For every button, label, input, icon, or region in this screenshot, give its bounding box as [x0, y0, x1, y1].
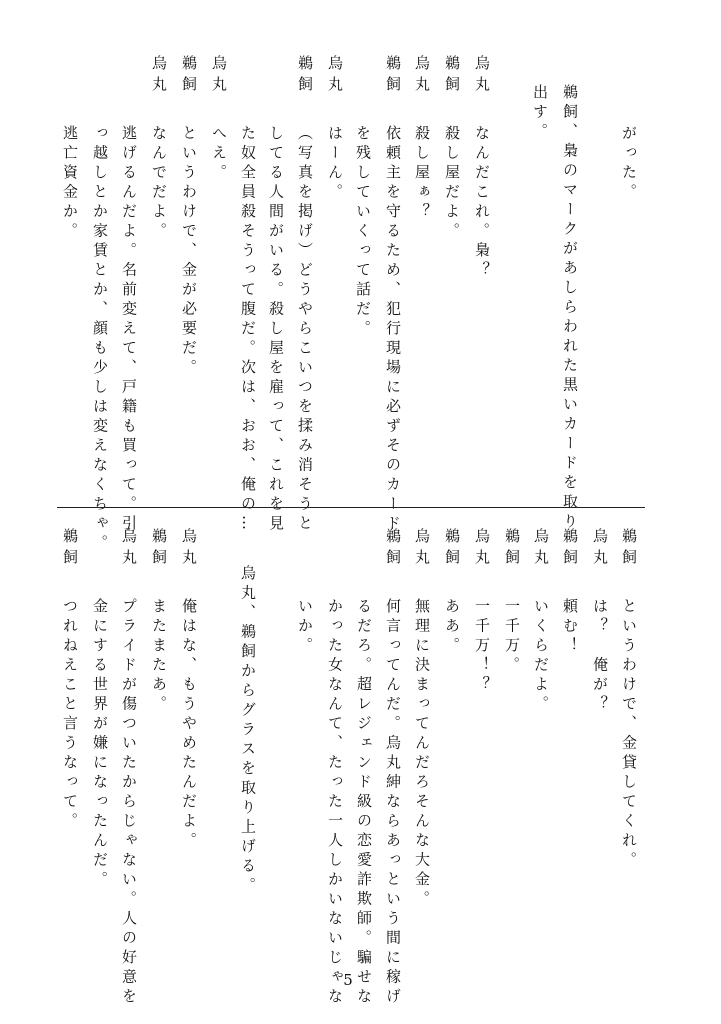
dialogue-line: またまたあ。: [150, 598, 168, 715]
stage-direction: 出す。: [531, 84, 549, 143]
speaker-name: 鵜飼: [620, 528, 638, 570]
dialogue-line: 逃げるんだよ。名前変えて、戸籍も買って。引: [120, 125, 138, 535]
speaker-name: 烏丸: [413, 55, 431, 97]
stage-direction: 鵜飼、梟のマークがあしらわれた黒いカードを取り: [561, 84, 579, 533]
stage-direction-continued: がった。: [620, 125, 638, 203]
speaker-name: 鵜飼: [561, 528, 579, 570]
dialogue-line: かった女なんて、たった一人しかいないじゃな: [326, 598, 344, 1008]
dialogue-line: （写真を掲げ）どうやらこいつを揉み消そうと: [296, 125, 314, 535]
speaker-name: 烏丸: [532, 528, 550, 570]
dialogue-line: た奴全員殺そうって腹だ。次は、おお、俺の…: [239, 125, 257, 535]
speaker-name: 鵜飼: [384, 55, 402, 97]
speaker-name: 鵜飼: [61, 528, 79, 570]
dialogue-line: を残していくって話だ。: [354, 125, 372, 340]
speaker-name: 烏丸: [180, 528, 198, 570]
dialogue-line: というわけで、金貸してくれ。: [620, 598, 638, 871]
speaker-name: 鵜飼: [296, 55, 314, 97]
dialogue-line: してる人間がいる。殺し屋を雇って、これを見: [267, 125, 285, 535]
section-divider: [57, 507, 645, 508]
dialogue-line: 金にする世界が嫌になったんだ。: [91, 598, 109, 891]
dialogue-line: なんだこれ。梟？: [473, 125, 491, 281]
page-number: 5: [343, 971, 353, 989]
dialogue-line: 依頼主を守るため、犯行現場に必ずそのカード: [384, 125, 402, 535]
speaker-name: 鵜飼: [150, 528, 168, 570]
dialogue-line: 無理に決まってんだろそんな大金。: [413, 598, 431, 910]
speaker-name: 烏丸: [150, 55, 168, 97]
speaker-name: 烏丸: [473, 55, 491, 97]
dialogue-line: へえ。: [210, 125, 228, 184]
speaker-name: 烏丸: [413, 528, 431, 570]
dialogue-line: プライドが傷ついたからじゃない。人の好意を: [120, 598, 138, 1008]
speaker-name: 烏丸: [120, 528, 138, 570]
dialogue-line: っ越しとか家賃とか、顔も少しは変えなくちゃ。: [91, 125, 109, 554]
speaker-name: 鵜飼: [503, 528, 521, 570]
dialogue-line: 逃亡資金か。: [61, 125, 79, 242]
dialogue-line: 一千万！？: [473, 598, 491, 696]
dialogue-line: 頼む！: [561, 598, 579, 657]
speaker-name: 鵜飼: [443, 528, 461, 570]
dialogue-line: 一千万。: [503, 598, 521, 676]
dialogue-line: 殺し屋だよ。: [443, 125, 461, 242]
dialogue-line: はーん。: [326, 125, 344, 203]
stage-direction: 烏丸、鵜飼からグラスを取り上げる。: [239, 565, 257, 897]
dialogue-line: は？ 俺が？: [591, 598, 609, 715]
speaker-name: 烏丸: [591, 528, 609, 570]
speaker-name: 烏丸: [326, 55, 344, 97]
dialogue-line: るだろ。超レジェンド級の恋愛詐欺師。騙せな: [355, 598, 373, 1008]
speaker-name: 烏丸: [210, 55, 228, 97]
speaker-name: 鵜飼: [443, 55, 461, 97]
dialogue-line: なんでだよ。: [150, 125, 168, 242]
dialogue-line: いか。: [296, 598, 314, 657]
dialogue-line: ああ。: [443, 598, 461, 657]
dialogue-line: 俺はな、もうやめたんだよ。: [180, 598, 198, 852]
dialogue-line: というわけで、金が必要だ。: [180, 125, 198, 379]
dialogue-line: 何言ってんだ。烏丸紳ならあっという間に稼げ: [384, 598, 402, 1008]
speaker-name: 烏丸: [473, 528, 491, 570]
dialogue-line: 殺し屋ぁ？: [413, 125, 431, 223]
dialogue-line: つれねえこと言うなって。: [61, 598, 79, 832]
speaker-name: 鵜飼: [180, 55, 198, 97]
dialogue-line: いくらだよ。: [532, 598, 550, 715]
speaker-name: 鵜飼: [384, 528, 402, 570]
